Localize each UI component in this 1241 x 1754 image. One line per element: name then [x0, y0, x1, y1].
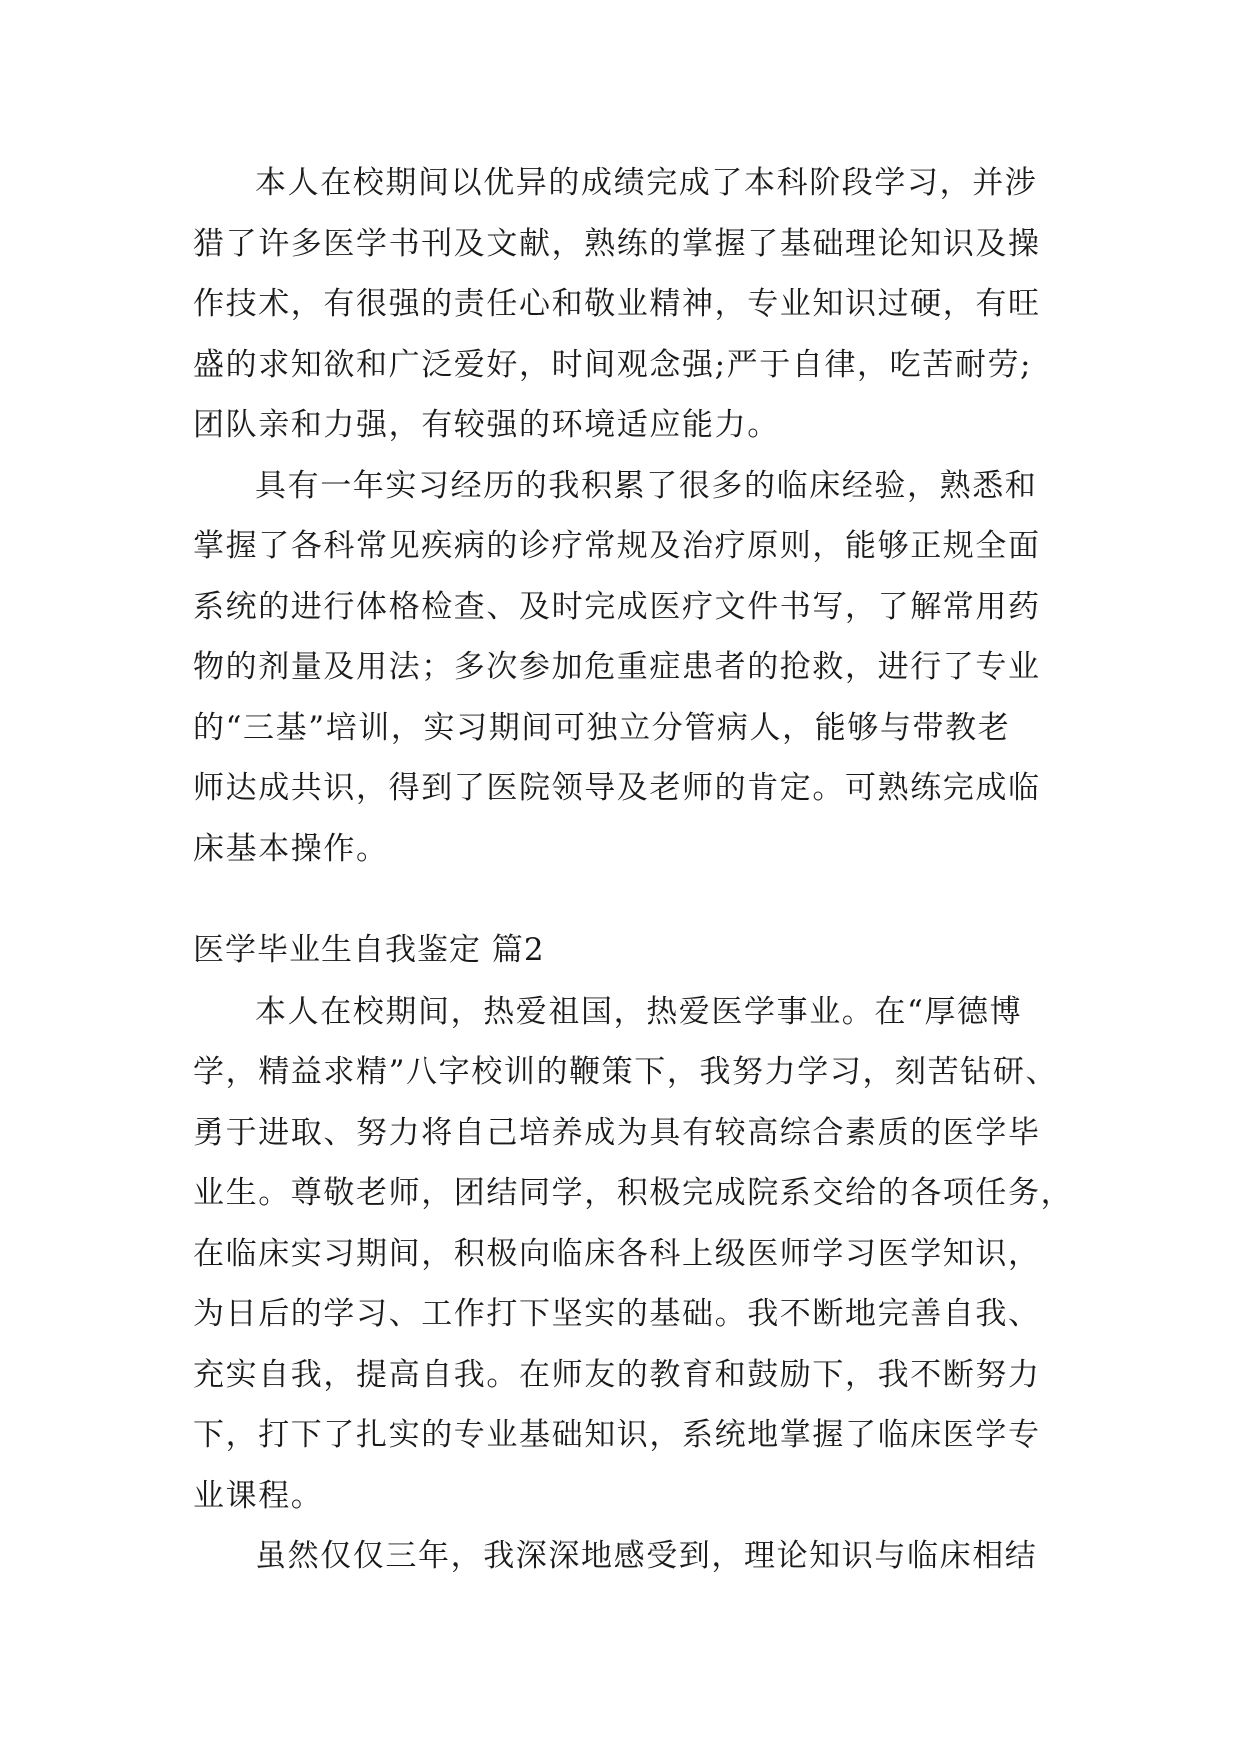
- paragraph-line: 作技术，有很强的责任心和敬业精神，专业知识过硬，有旺: [193, 286, 1041, 322]
- paragraph-line: 师达成共识，得到了医院领导及老师的肯定。可熟练完成临: [193, 770, 1041, 806]
- paragraph-line: 勇于进取、努力将自己培养成为具有较高综合素质的医学毕: [193, 1115, 1041, 1151]
- paragraph-line: 物的剂量及用法；多次参加危重症患者的抢救，进行了专业: [193, 649, 1041, 685]
- paragraph-line: 的“三基”培训，实习期间可独立分管病人，能够与带教老: [193, 710, 1011, 746]
- paragraph-line: 为日后的学习、工作打下坚实的基础。我不断地完善自我、: [193, 1296, 1041, 1332]
- paragraph-line: 在临床实习期间，积极向临床各科上级医师学习医学知识，: [193, 1236, 1041, 1272]
- paragraph-line: 本人在校期间以优异的成绩完成了本科阶段学习，并涉: [255, 165, 1038, 201]
- paragraph-line: 猎了许多医学书刊及文献，熟练的掌握了基础理论知识及操: [193, 226, 1041, 262]
- paragraph-line: 业课程。: [193, 1478, 324, 1514]
- paragraph-line: 盛的求知欲和广泛爱好，时间观念强;严于自律，吃苦耐劳;: [193, 347, 1033, 383]
- paragraph-line: 具有一年实习经历的我积累了很多的临床经验，熟悉和: [255, 468, 1038, 504]
- paragraph-line: 业生。尊敬老师，团结同学，积极完成院系交给的各项任务，: [193, 1175, 1074, 1211]
- paragraph-line: 床基本操作。: [193, 831, 389, 867]
- paragraph-line: 学，精益求精”八字校训的鞭策下，我努力学习，刻苦钻研、: [193, 1054, 1059, 1090]
- paragraph-line: 充实自我，提高自我。在师友的教育和鼓励下，我不断努力: [193, 1357, 1041, 1393]
- paragraph-line: 团队亲和力强，有较强的环境适应能力。: [193, 407, 780, 443]
- section-heading: 医学毕业生自我鉴定 篇2: [193, 932, 545, 968]
- paragraph-line: 虽然仅仅三年，我深深地感受到，理论知识与临床相结: [255, 1538, 1038, 1574]
- paragraph-line: 掌握了各科常见疾病的诊疗常规及治疗原则，能够正规全面: [193, 528, 1041, 564]
- paragraph-line: 下，打下了扎实的专业基础知识，系统地掌握了临床医学专: [193, 1417, 1041, 1453]
- paragraph-line: 本人在校期间，热爱祖国，热爱医学事业。在“厚德博: [255, 994, 1023, 1030]
- paragraph-line: 系统的进行体格检查、及时完成医疗文件书写，了解常用药: [193, 589, 1041, 625]
